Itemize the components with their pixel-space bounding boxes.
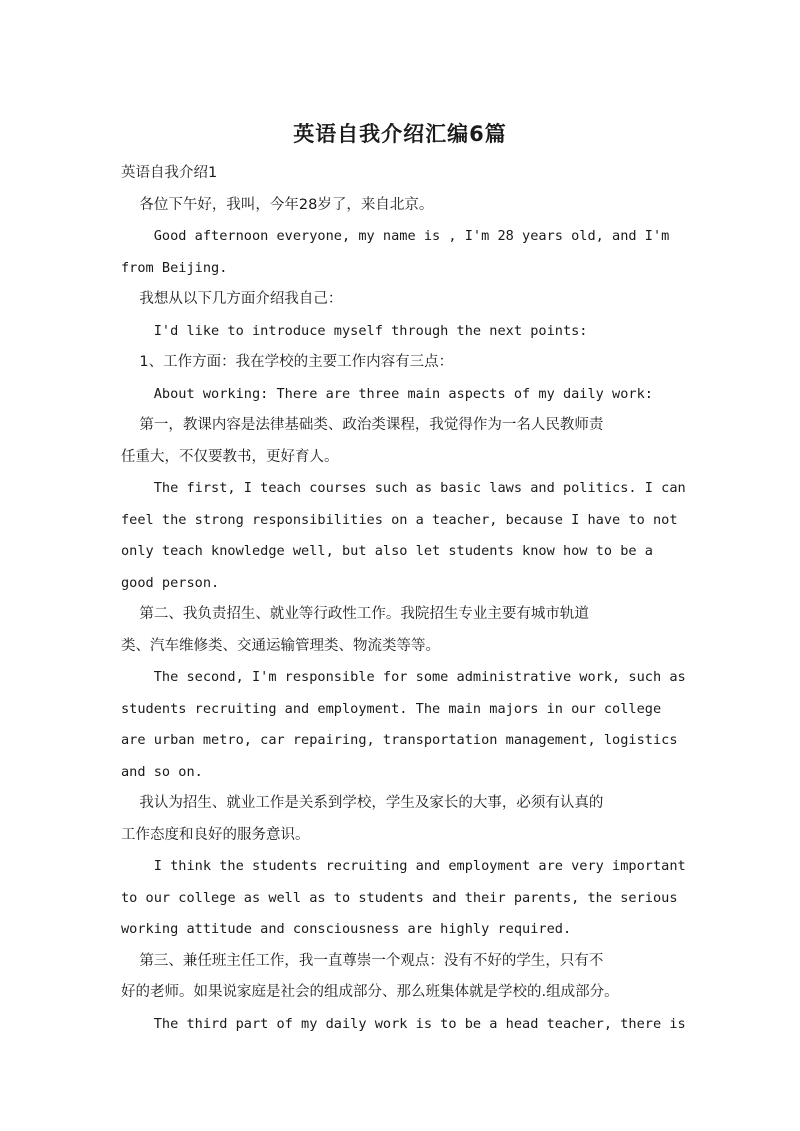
text-line-11: feel the strong responsibilities on a teacher, because I have to not <box>121 511 678 528</box>
text-line-12: only teach knowledge well, but also let students know how to be a <box>121 543 653 559</box>
text-line-0: 英语自我介绍1 <box>121 165 218 181</box>
text-line-7: About working: There are three main aspects of my daily work: <box>121 385 653 402</box>
text-line-13: good person. <box>121 574 220 591</box>
text-line-14: 第二、我负责招生、就业等行政性工作。我院招生专业主要有城市轨道 <box>121 606 589 622</box>
text-line-26: 好的老师。如果说家庭是社会的组成部分、那么班集体就是学校的.组成部分。 <box>121 984 619 1000</box>
text-line-18: are urban metro, car repairing, transportation management, logistics <box>121 732 678 748</box>
document-title: 英语自我介绍汇编6篇 <box>293 122 507 146</box>
text-line-9: 任重大，不仅要教书，更好育人。 <box>121 448 339 465</box>
document-body <box>121 158 686 1040</box>
text-line-17: students recruiting and employment. The main majors in our college <box>121 700 662 717</box>
text-line-16: The second, I'm responsible for some administrative work, such as <box>121 669 686 685</box>
text-line-25: 第三、兼任班主任工作，我一直尊崇一个观点：没有不好的学生，只有不 <box>121 952 604 969</box>
text-line-20: 我认为招生、就业工作是关系到学校，学生及家长的大事，必须有认真的 <box>121 795 604 811</box>
text-line-4: 我想从以下几方面介绍我自己： <box>121 291 343 307</box>
text-line-22: I think the students recruiting and employment are very important <box>121 858 686 874</box>
text-line-5: I'd like to introduce myself through the next points: <box>121 322 588 339</box>
text-line-23: to our college as well as to students and their parents, the serious <box>121 889 678 906</box>
text-line-15: 类、汽车维修类、交通运输管理类、物流类等等。 <box>121 637 440 654</box>
text-line-2: Good afternoon everyone, my name is , I'm 28 years old, and I'm <box>121 228 670 244</box>
text-line-19: and so on. <box>121 763 203 780</box>
text-line-3: from Beijing. <box>121 259 228 276</box>
text-line-27: The third part of my daily work is to be a head teacher, there is <box>121 1015 686 1032</box>
text-line-21: 工作态度和良好的服务意识。 <box>121 826 310 843</box>
text-line-8: 第一，教课内容是法律基础类、政治类课程，我觉得作为一名人民教师责 <box>121 417 604 433</box>
text-line-10: The first, I teach courses such as basic laws and politics. I can <box>121 480 686 496</box>
text-line-6: 1、工作方面：我在学校的主要工作内容有三点： <box>121 354 454 370</box>
text-line-24: working attitude and consciousness are highly required. <box>121 921 572 937</box>
text-line-1: 各位下午好，我叫，今年28岁了，来自北京。 <box>121 196 434 213</box>
